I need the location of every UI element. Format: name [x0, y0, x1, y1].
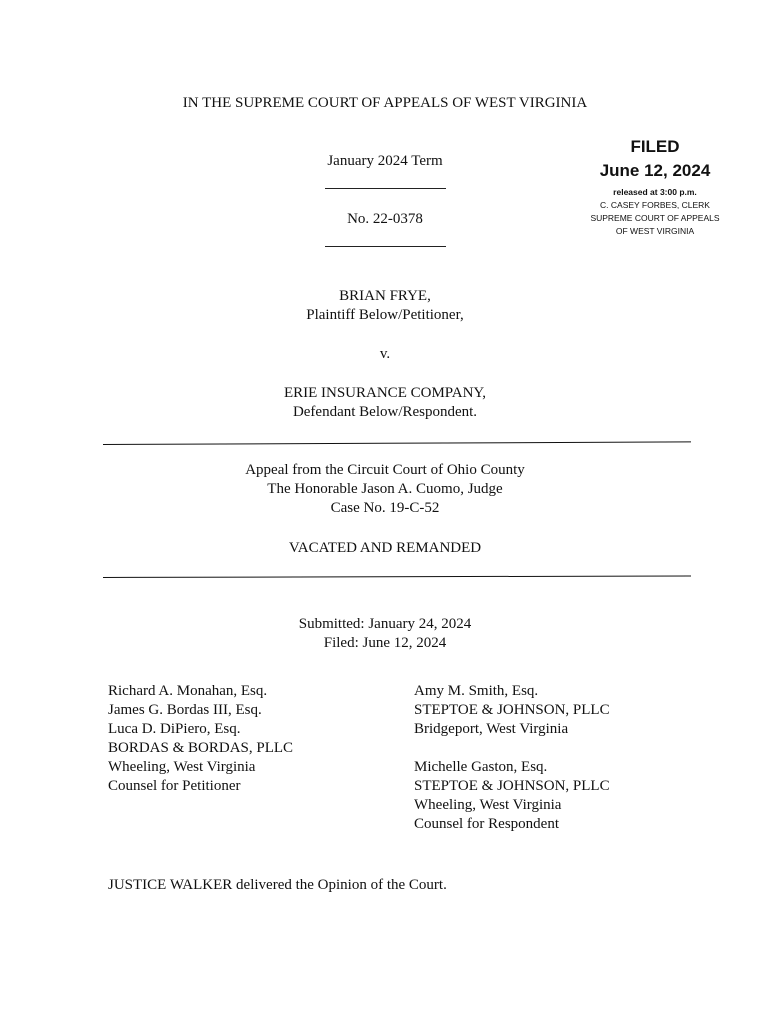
- counsel-line: Counsel for Petitioner: [108, 778, 241, 794]
- versus: v.: [379, 346, 391, 362]
- disposition: VACATED AND REMANDED: [288, 540, 482, 556]
- counsel-line: Bridgeport, West Virginia: [414, 721, 569, 737]
- counsel-line: STEPTOE & JOHNSON, PLLC: [414, 702, 610, 718]
- respondent-role: Defendant Below/Respondent.: [292, 404, 478, 420]
- submitted-date: Submitted: January 24, 2024: [298, 616, 472, 632]
- term-divider: [325, 188, 446, 189]
- divider-bottom: [103, 575, 691, 578]
- appeal-judge: The Honorable Jason A. Cuomo, Judge: [267, 481, 503, 497]
- opinion-author-line: JUSTICE WALKER delivered the Opinion of the Court.: [108, 877, 447, 893]
- petitioner-block: [0, 287, 770, 325]
- court-title: IN THE SUPREME COURT OF APPEALS OF WEST VIRGINIA: [182, 95, 588, 111]
- respondent-block: [0, 384, 770, 422]
- filed-court-line2: OF WEST VIRGINIA: [615, 226, 695, 236]
- counsel-line: Counsel for Respondent: [414, 816, 559, 832]
- filed-date: June 12, 2024: [599, 161, 711, 180]
- petitioner-role: Plaintiff Below/Petitioner,: [306, 307, 464, 323]
- appeal-case-number: Case No. 19-C-52: [330, 500, 440, 516]
- appeal-block: [0, 461, 770, 518]
- counsel-line: Wheeling, West Virginia: [108, 759, 256, 775]
- filed-court-line1: SUPREME COURT OF APPEALS: [590, 213, 720, 223]
- term-label: January 2024 Term: [327, 153, 443, 169]
- counsel-petitioner: [108, 682, 293, 796]
- counsel-line: STEPTOE & JOHNSON, PLLC: [414, 778, 610, 794]
- counsel-gap: [414, 739, 610, 758]
- filed-release-time: released at 3:00 p.m.: [613, 187, 697, 197]
- filed-clerk: C. CASEY FORBES, CLERK: [600, 200, 710, 210]
- petitioner-name: BRIAN FRYE,: [339, 288, 431, 304]
- counsel-respondent: [414, 682, 610, 834]
- counsel-line: BORDAS & BORDAS, PLLC: [108, 740, 294, 756]
- appeal-court: Appeal from the Circuit Court of Ohio County: [245, 462, 525, 478]
- counsel-line: Richard A. Monahan, Esq.: [108, 683, 268, 699]
- counsel-line: Wheeling, West Virginia: [414, 797, 562, 813]
- docket-divider: [325, 246, 446, 247]
- filed-date-line: Filed: June 12, 2024: [323, 635, 447, 651]
- counsel-line: Luca D. DiPiero, Esq.: [108, 721, 241, 737]
- counsel-line: James G. Bordas III, Esq.: [108, 702, 262, 718]
- filed-stamp: [570, 136, 740, 238]
- counsel-line: Michelle Gaston, Esq.: [414, 759, 548, 775]
- counsel-line: Amy M. Smith, Esq.: [414, 683, 539, 699]
- dates-block: [0, 615, 770, 653]
- respondent-name: ERIE INSURANCE COMPANY,: [283, 385, 487, 401]
- docket-number: No. 22-0378: [347, 211, 423, 227]
- divider-top: [103, 441, 691, 445]
- filed-label: FILED: [630, 137, 680, 156]
